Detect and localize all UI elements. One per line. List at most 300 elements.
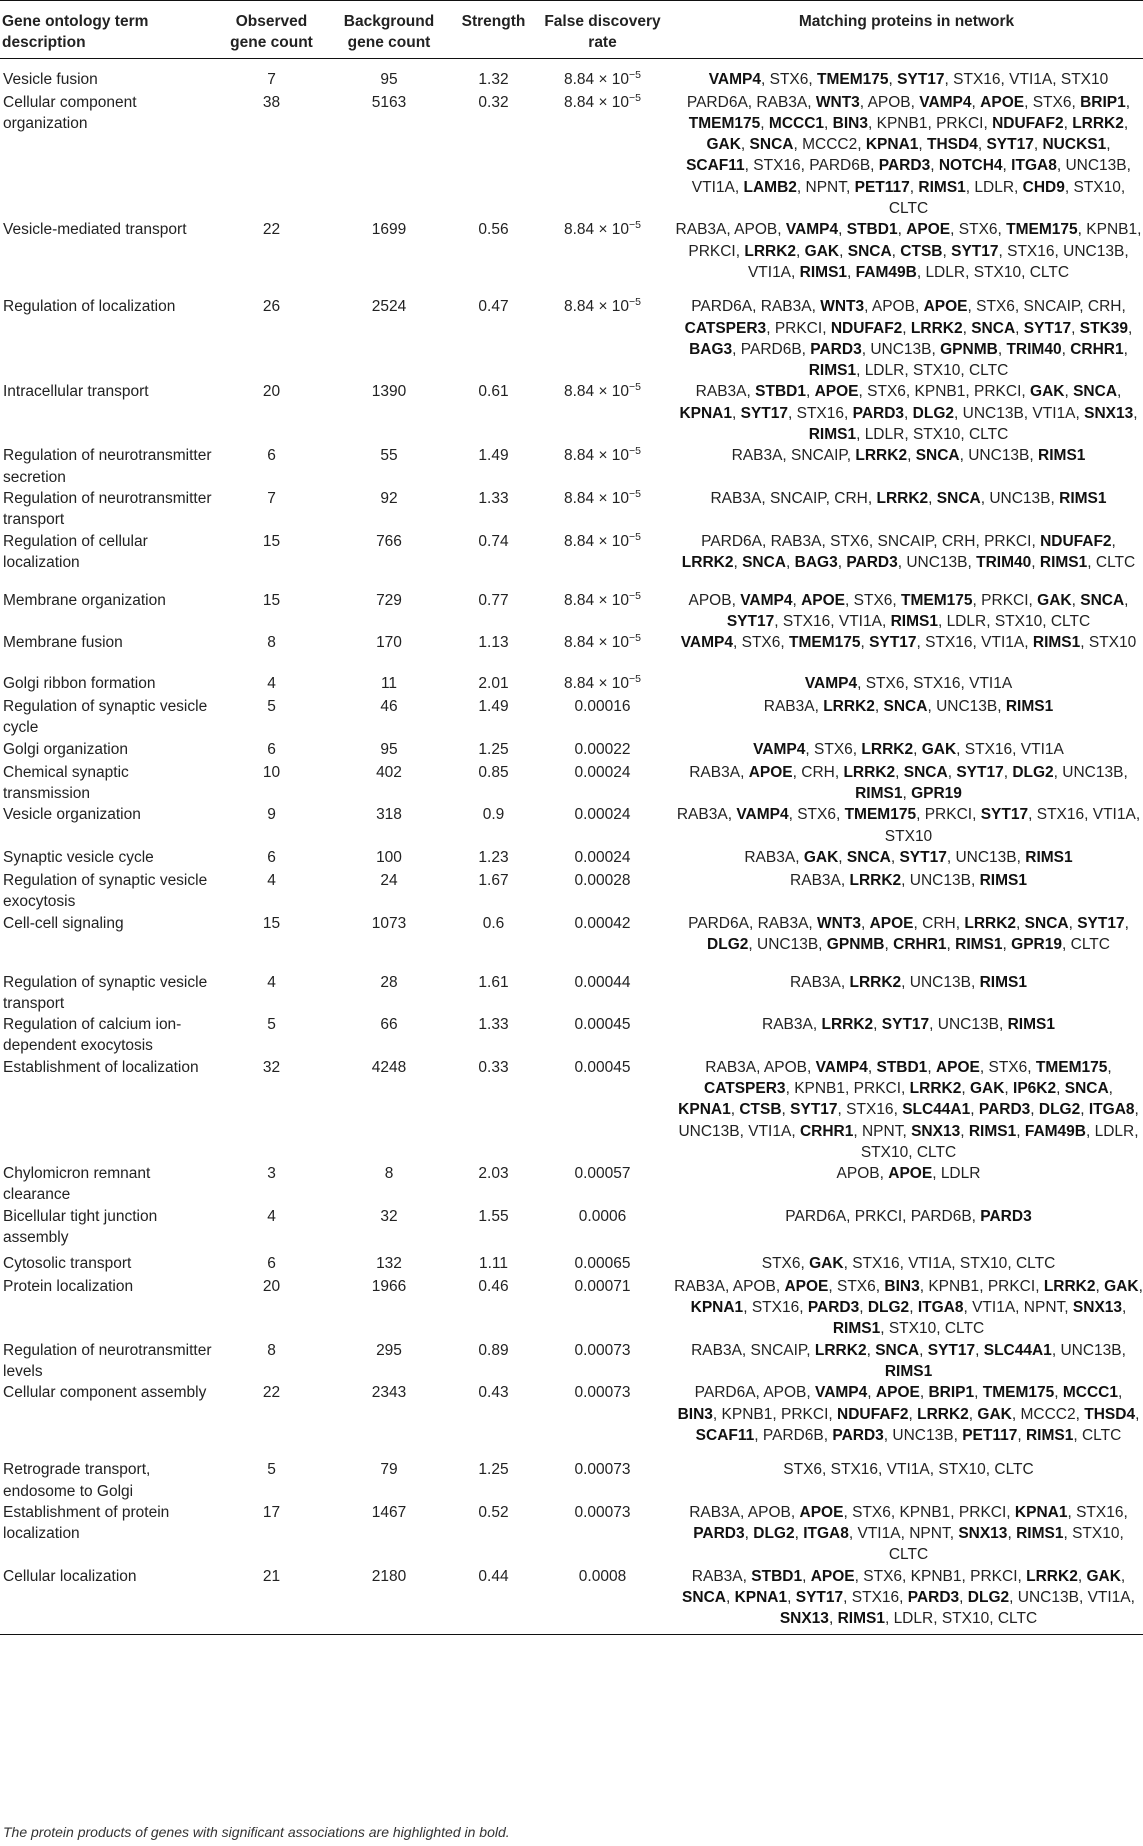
protein-name: CLTC xyxy=(968,426,1009,444)
protein-name-significant: RIMS1 xyxy=(1039,553,1088,571)
protein-name: LDLR xyxy=(864,362,905,380)
fdr-cell: 0.00071 xyxy=(574,1277,631,1295)
protein-name: CLTC xyxy=(994,1461,1034,1479)
protein-name-significant: APOE xyxy=(906,221,951,239)
protein-name-significant: DLG2 xyxy=(1012,763,1054,781)
fdr-exponent: −5 xyxy=(629,530,642,543)
protein-name-significant: TMEM175 xyxy=(789,634,861,652)
strength-cell: 1.13 xyxy=(478,634,509,652)
fdr-exponent: −5 xyxy=(629,673,642,686)
protein-name-significant: PARD3 xyxy=(907,1589,960,1607)
protein-name-significant: CATSPER3 xyxy=(704,1080,786,1097)
protein-name-significant: LRRK2 xyxy=(681,553,734,571)
protein-name: PRKCI xyxy=(936,114,984,132)
protein-name-significant: TRIM40 xyxy=(976,553,1032,571)
protein-name: PRKCI xyxy=(981,591,1029,609)
matching-proteins-cell: RAB3A, STBD1, APOE, STX6, KPNB1, PRKCI, LRRK2, GAK, SNCA, KPNA1, SYT17, STX16, PARD3, DLG2, UNC13B, VTI1A, SNX13, RIMS1, LDLR, STX10, CLTC xyxy=(670,1566,1143,1634)
protein-name: PARD6B xyxy=(910,1207,972,1225)
protein-name-significant: SNCA xyxy=(971,319,1016,337)
fdr-mantissa: 8.84 × 10 xyxy=(563,634,630,652)
protein-name-significant: VAMP4 xyxy=(680,634,733,652)
protein-name: CLTC xyxy=(1029,263,1070,281)
fdr-cell xyxy=(535,381,670,445)
protein-name: KPNB1 xyxy=(910,1567,962,1585)
protein-name: PRKCI xyxy=(958,1503,1007,1521)
protein-name-significant: SNCA xyxy=(1080,591,1125,609)
go-term-cell: Cell-cell signaling xyxy=(3,914,124,932)
protein-name: CLTC xyxy=(888,199,929,217)
header-fdr: False discovery rate xyxy=(535,1,670,59)
protein-name-significant: RIMS1 xyxy=(808,426,857,444)
protein-name: VTI1A xyxy=(908,1254,952,1272)
protein-name: UNC13B xyxy=(989,489,1051,507)
protein-name: VTI1A xyxy=(1087,1589,1131,1607)
go-term-cell: Retrograde transport, endosome to Golgi xyxy=(3,1461,151,1500)
background-count-cell: 2343 xyxy=(371,1384,407,1402)
protein-name-significant: GAK xyxy=(1104,1277,1139,1295)
protein-name-significant: NUCKS1 xyxy=(1042,136,1107,154)
strength-cell: 1.61 xyxy=(478,973,509,991)
protein-name-significant: SYT17 xyxy=(881,1016,930,1034)
protein-name: STX16 xyxy=(782,612,831,630)
protein-name: STX16 xyxy=(1076,1503,1124,1521)
fdr-cell: 0.0008 xyxy=(535,1566,670,1634)
go-term-cell: Establishment of protein localization xyxy=(3,1503,170,1543)
go-term-cell: Establishment of localization xyxy=(3,1058,199,1076)
fdr-exponent: −5 xyxy=(629,381,642,394)
observed-count-cell: 15 xyxy=(262,591,281,609)
observed-count-cell: 26 xyxy=(262,298,281,316)
background-count-cell: 2524 xyxy=(371,298,407,316)
protein-name-significant: VAMP4 xyxy=(753,740,806,758)
protein-name-significant: KPNA1 xyxy=(679,404,732,422)
protein-name-significant: THSD4 xyxy=(927,136,978,154)
protein-name-significant: STBD1 xyxy=(876,1058,928,1076)
fdr-cell xyxy=(535,219,670,296)
protein-name: RAB3A xyxy=(691,1567,743,1585)
protein-name: KPNB1 xyxy=(794,1080,846,1097)
protein-name-significant: VAMP4 xyxy=(804,675,858,693)
strength-cell: 1.25 xyxy=(478,1461,509,1479)
observed-count-cell: 20 xyxy=(262,383,281,401)
fdr-cell: 0.00045 xyxy=(574,1058,631,1076)
table-row xyxy=(0,1253,1143,1276)
protein-name-significant: SNCA xyxy=(883,698,928,716)
protein-name-significant: LRRK2 xyxy=(849,973,902,991)
strength-cell: 0.46 xyxy=(478,1277,509,1295)
protein-name: STX10 xyxy=(941,1610,990,1628)
protein-name-significant: SNCA xyxy=(847,242,892,260)
table-row xyxy=(0,59,1143,92)
strength-cell: 0.85 xyxy=(478,763,509,781)
background-count-cell: 1966 xyxy=(371,1277,407,1295)
background-count-cell: 24 xyxy=(380,871,398,889)
matching-proteins-cell: PARD6A, RAB3A, WNT3, APOB, VAMP4, APOE, STX6, BRIP1, TMEM175, MCCC1, BIN3, KPNB1, PRKCI, NDUFAF2, LRRK2, GAK, SNCA, MCCC2, KPNA1, THSD4, SYT17, NUCKS1, SCAF11, STX16, PARD6B, PARD3, NOTCH4, ITGA8, UNC13B, VTI1A, LAMB2, NPNT, PET117, RIMS1, LDLR, CHD9, STX10, CLTC xyxy=(686,93,1131,217)
protein-name-significant: VAMP4 xyxy=(815,1058,868,1076)
protein-name: CLTC xyxy=(944,1320,985,1338)
protein-name-significant: RIMS1 xyxy=(1032,634,1081,652)
protein-name: APOB xyxy=(763,1058,807,1076)
protein-name: RAB3A xyxy=(731,447,783,465)
protein-name: APOB xyxy=(867,93,911,111)
observed-count-cell: 15 xyxy=(262,914,281,932)
protein-name-significant: LRRK2 xyxy=(1072,114,1124,132)
strength-cell: 0.6 xyxy=(482,914,505,932)
fdr-cell xyxy=(535,531,670,590)
protein-name: SNCAIP xyxy=(791,447,847,465)
protein-name-significant: RIMS1 xyxy=(837,1610,885,1628)
protein-name: VTI1A xyxy=(972,1299,1016,1317)
protein-name-significant: RIMS1 xyxy=(1016,1525,1064,1543)
protein-name-significant: LRRK2 xyxy=(910,319,963,337)
protein-name-significant: TMEM175 xyxy=(817,71,889,88)
observed-count-cell: 5 xyxy=(267,1016,276,1034)
go-term-cell: Vesicle-mediated transport xyxy=(3,221,187,239)
protein-name-significant: LRRK2 xyxy=(876,489,929,507)
matching-proteins-cell: VAMP4, STX6, LRRK2, GAK, STX16, VTI1A xyxy=(753,740,1064,758)
matching-proteins-cell: RAB3A, APOB, APOE, STX6, KPNB1, PRKCI, KPNA1, STX16, PARD3, DLG2, ITGA8, VTI1A, NPNT, SNX13, RIMS1, STX10, CLTC xyxy=(689,1503,1128,1564)
strength-cell: 0.47 xyxy=(478,298,509,316)
protein-name-significant: TMEM175 xyxy=(844,806,917,824)
protein-name: RAB3A xyxy=(760,298,812,316)
strength-cell: 0.61 xyxy=(478,383,509,401)
table-row xyxy=(0,870,1143,913)
go-term-cell: Intracellular transport xyxy=(3,383,149,401)
protein-name-significant: GAK xyxy=(809,1254,844,1272)
fdr-mantissa: 8.84 × 10 xyxy=(563,489,630,507)
protein-name-significant: BIN3 xyxy=(884,1277,920,1295)
table-row xyxy=(0,1014,1143,1057)
protein-name: UNC13B xyxy=(909,973,971,991)
protein-name-significant: LRRK2 xyxy=(823,698,875,716)
protein-name: STX6 xyxy=(837,1277,876,1295)
protein-name: STX10 xyxy=(912,426,961,444)
protein-name-significant: GAK xyxy=(804,242,840,260)
protein-name: STX6 xyxy=(761,1254,801,1272)
protein-name-significant: RIMS1 xyxy=(1005,698,1054,716)
background-count-cell: 5163 xyxy=(371,93,407,111)
protein-name-significant: GAK xyxy=(921,740,957,758)
protein-name: STX6 xyxy=(863,1567,903,1585)
protein-name-significant: LRRK2 xyxy=(855,447,908,465)
protein-name-significant: SYT17 xyxy=(790,1101,838,1119)
protein-name: RAB3A xyxy=(710,489,762,507)
matching-proteins-cell: RAB3A, LRRK2, UNC13B, RIMS1 xyxy=(790,973,1027,991)
strength-cell: 2.01 xyxy=(478,675,509,693)
protein-name-significant: SNCA xyxy=(1064,1080,1109,1097)
protein-name-significant: RIMS1 xyxy=(955,935,1003,953)
protein-name-significant: VAMP4 xyxy=(708,71,761,88)
matching-proteins-cell: RAB3A, SNCAIP, LRRK2, SNCA, UNC13B, RIMS1 xyxy=(731,447,1086,465)
protein-name: VTI1A xyxy=(747,263,792,281)
matching-proteins-cell: PARD6A, APOB, VAMP4, APOE, BRIP1, TMEM175, MCCC1, BIN3, KPNB1, PRKCI, NDUFAF2, LRRK2, GAK, MCCC2, THSD4, SCAF11, PARD6B, PARD3, UNC13B, PET117, RIMS1, CLTC xyxy=(677,1384,1140,1444)
protein-name: NPNT xyxy=(909,1525,950,1543)
protein-name-significant: RIMS1 xyxy=(808,362,857,380)
protein-name: STX6 xyxy=(853,591,893,609)
table-row xyxy=(0,1459,1143,1502)
protein-name: RAB3A xyxy=(790,973,841,991)
protein-name: STX6 xyxy=(852,1503,891,1521)
matching-proteins-cell: PARD6A, PRKCI, PARD6B, PARD3 xyxy=(785,1207,1032,1225)
protein-name-significant: VAMP4 xyxy=(919,93,972,111)
protein-name-significant: VAMP4 xyxy=(815,1384,868,1402)
observed-count-cell: 32 xyxy=(262,1058,281,1076)
protein-name-significant: ITGA8 xyxy=(803,1525,849,1543)
protein-name: STX10 xyxy=(912,362,961,380)
protein-name: CLTC xyxy=(997,1610,1038,1628)
protein-name: UNC13B xyxy=(906,553,968,571)
protein-name: CLTC xyxy=(1095,553,1136,571)
protein-name: CLTC xyxy=(1081,1426,1122,1444)
matching-proteins-cell: RAB3A, LRRK2, SYT17, UNC13B, RIMS1 xyxy=(762,1016,1055,1034)
protein-name: STX16 xyxy=(1007,242,1055,260)
matching-proteins-cell: RAB3A, APOB, VAMP4, STBD1, APOE, STX6, TMEM175, CATSPER3, KPNB1, PRKCI, LRRK2, GAK, IP6K2, SNCA, KPNA1, CTSB, SYT17, STX16, SLC44A1, PARD3, DLG2, ITGA8, UNC13B, VTI1A, CRHR1, NPNT, SNX13, RIMS1, FAM49B, LDLR, STX10, CLTC xyxy=(678,1058,1139,1161)
background-count-cell: 170 xyxy=(376,634,402,652)
protein-name: CLTC xyxy=(968,362,1009,380)
protein-name-significant: APOE xyxy=(784,1277,829,1295)
protein-name: VTI1A xyxy=(1020,740,1064,758)
protein-name: VTI1A xyxy=(1092,806,1136,824)
matching-proteins-cell: VAMP4, STX6, TMEM175, SYT17, STX16, VTI1A, RIMS1, STX10 xyxy=(680,634,1137,652)
go-term-cell: Regulation of cellular localization xyxy=(3,532,148,571)
protein-name-significant: LRRK2 xyxy=(843,763,896,781)
background-count-cell: 100 xyxy=(376,848,402,866)
go-term-cell: Chylomicron remnant clearance xyxy=(3,1165,151,1204)
observed-count-cell: 8 xyxy=(267,634,276,652)
observed-count-cell: 38 xyxy=(262,93,281,111)
protein-name: CRH xyxy=(941,532,976,550)
table-row xyxy=(0,739,1143,762)
protein-name: VTI1A xyxy=(1009,71,1053,88)
matching-proteins-cell: APOB, APOE, LDLR xyxy=(836,1165,981,1183)
background-count-cell: 1467 xyxy=(371,1503,407,1521)
protein-name-significant: SNCA xyxy=(875,1341,920,1359)
protein-name: PRKCI xyxy=(781,1405,829,1423)
protein-name: SNCAIP xyxy=(1023,298,1080,316)
fdr-cell: 0.0006 xyxy=(578,1207,627,1225)
matching-proteins-cell: PARD6A, RAB3A, WNT3, APOB, APOE, STX6, SNCAIP, CRH, CATSPER3, PRKCI, NDUFAF2, LRRK2, SNCA, SYT17, STK39, BAG3, PARD6B, PARD3, UNC13B, GPNMB, TRIM40, CRHR1, RIMS1, LDLR, STX10, CLTC xyxy=(684,298,1133,380)
go-term-cell: Bicellular tight junction assembly xyxy=(3,1207,158,1247)
observed-count-cell: 4 xyxy=(267,871,276,889)
table-row xyxy=(0,488,1143,531)
protein-name: PARD6B xyxy=(762,1426,824,1444)
matching-proteins-cell: RAB3A, VAMP4, STX6, TMEM175, PRKCI, SYT17, STX16, VTI1A, STX10 xyxy=(676,806,1141,845)
go-term-cell: Synaptic vesicle cycle xyxy=(3,848,154,866)
protein-name-significant: SNCA xyxy=(1024,914,1069,932)
protein-name: PRKCI xyxy=(854,1207,903,1225)
protein-name-significant: SNCA xyxy=(903,763,948,781)
protein-name-significant: GAK xyxy=(1030,383,1065,401)
observed-count-cell: 22 xyxy=(262,221,281,239)
table-row xyxy=(0,847,1143,870)
fdr-cell: 0.00073 xyxy=(574,1384,631,1402)
protein-name: KPNB1 xyxy=(914,383,966,401)
protein-name: RAB3A xyxy=(763,698,815,716)
fdr-cell: 0.00022 xyxy=(574,740,631,758)
protein-name: UNC13B xyxy=(892,1426,954,1444)
protein-name: STX10 xyxy=(994,612,1043,630)
protein-name: STX6 xyxy=(769,71,809,88)
observed-count-cell: 4 xyxy=(267,1207,276,1225)
protein-name-significant: DLG2 xyxy=(707,935,749,953)
go-term-cell: Chemical synaptic transmission xyxy=(3,763,129,803)
protein-name-significant: RIMS1 xyxy=(918,178,966,196)
protein-name: LDLR xyxy=(893,1610,934,1628)
fdr-exponent: −5 xyxy=(629,219,642,232)
protein-name-significant: TMEM175 xyxy=(1035,1058,1108,1076)
protein-name: UNC13B xyxy=(955,848,1017,866)
fdr-cell: 0.00057 xyxy=(574,1165,631,1183)
protein-name-significant: LRRK2 xyxy=(909,1080,962,1097)
table-row xyxy=(0,632,1143,673)
fdr-cell: 0.00024 xyxy=(574,848,631,866)
protein-name-significant: ITGA8 xyxy=(1088,1101,1135,1119)
protein-name-significant: DLG2 xyxy=(967,1589,1010,1607)
fdr-cell: 0.00045 xyxy=(574,1016,631,1034)
protein-name: CLTC xyxy=(888,1546,929,1564)
protein-name: VTI1A xyxy=(1032,404,1076,422)
protein-name-significant: SYT17 xyxy=(795,1589,844,1607)
protein-name: PRKCI xyxy=(774,319,823,337)
protein-name: STX6 xyxy=(958,221,998,239)
background-count-cell: 46 xyxy=(380,698,398,716)
observed-count-cell: 8 xyxy=(267,1341,276,1359)
protein-name: STX16 xyxy=(846,1101,894,1119)
protein-name: KPNB1 xyxy=(876,114,928,132)
protein-name-significant: BAG3 xyxy=(794,553,838,571)
protein-name: VTI1A xyxy=(981,634,1025,652)
protein-name-significant: ITGA8 xyxy=(917,1299,964,1317)
protein-name: RAB3A xyxy=(675,221,727,239)
table-row xyxy=(0,590,1143,633)
background-count-cell: 132 xyxy=(376,1254,402,1272)
fdr-exponent: −5 xyxy=(629,445,642,458)
protein-name-significant: PARD3 xyxy=(878,157,931,175)
protein-name-significant: VAMP4 xyxy=(736,806,789,824)
protein-name: STX16 xyxy=(751,1299,800,1317)
observed-count-cell: 7 xyxy=(267,71,276,88)
protein-name: PRKCI xyxy=(853,1080,902,1097)
protein-name: VTI1A xyxy=(838,612,882,630)
protein-name-significant: FAM49B xyxy=(1024,1122,1086,1140)
protein-name: RAB3A xyxy=(757,914,809,932)
go-term-cell: Cellular component assembly xyxy=(3,1384,207,1402)
observed-count-cell: 4 xyxy=(267,675,276,693)
protein-name-significant: APOE xyxy=(980,93,1025,111)
protein-name-significant: RIMS1 xyxy=(1059,489,1107,507)
table-row xyxy=(0,696,1143,739)
protein-name: UNC13B xyxy=(870,340,932,358)
fdr-cell: 0.00073 xyxy=(574,1341,631,1359)
background-count-cell: 66 xyxy=(380,1016,398,1034)
protein-name-significant: NOTCH4 xyxy=(938,157,1003,175)
background-count-cell: 402 xyxy=(376,763,402,781)
header-background-count: Background gene count xyxy=(326,1,452,59)
protein-name-significant: PARD3 xyxy=(810,340,862,358)
strength-cell: 0.32 xyxy=(478,93,509,111)
protein-name-significant: DLG2 xyxy=(867,1299,910,1317)
protein-name-significant: SCAF11 xyxy=(686,157,745,175)
protein-name: RAB3A xyxy=(689,763,741,781)
protein-name-significant: RIMS1 xyxy=(855,785,903,803)
protein-name-significant: KPNA1 xyxy=(1014,1503,1068,1521)
protein-name-significant: SNCA xyxy=(915,447,960,465)
observed-count-cell: 20 xyxy=(262,1277,281,1295)
protein-name-significant: SYT17 xyxy=(869,634,917,652)
fdr-mantissa: 8.84 × 10 xyxy=(563,591,630,609)
protein-name: STX16 xyxy=(830,1461,879,1479)
table-row xyxy=(0,531,1143,590)
protein-name-significant: STBD1 xyxy=(846,221,898,239)
protein-name: STX10 xyxy=(938,1461,986,1479)
protein-name: RAB3A xyxy=(676,806,728,824)
protein-name-significant: TMEM175 xyxy=(1006,221,1078,239)
protein-name-significant: SYT17 xyxy=(1077,914,1125,932)
go-term-cell: Regulation of synaptic vesicle exocytosis xyxy=(3,871,208,911)
protein-name-significant: SLC44A1 xyxy=(983,1341,1052,1359)
protein-name: UNC13B xyxy=(1063,242,1125,260)
protein-name: CLTC xyxy=(1015,1254,1056,1272)
protein-name-significant: KPNA1 xyxy=(734,1589,788,1607)
strength-cell: 1.25 xyxy=(478,740,509,758)
fdr-cell: 0.00024 xyxy=(574,763,631,781)
protein-name-significant: RIMS1 xyxy=(890,612,938,630)
protein-name-significant: APOE xyxy=(799,1503,844,1521)
fdr-cell: 0.00073 xyxy=(574,1503,631,1521)
fdr-cell: 0.00028 xyxy=(574,871,631,889)
protein-name-significant: ITGA8 xyxy=(1011,157,1057,175)
table-row xyxy=(0,296,1143,381)
protein-name-significant: NDUFAF2 xyxy=(1040,532,1112,550)
protein-name-significant: SYT17 xyxy=(986,136,1034,154)
protein-name-significant: GAK xyxy=(977,1405,1012,1423)
protein-name: STX6 xyxy=(830,532,869,550)
fdr-cell xyxy=(535,445,670,488)
background-count-cell: 729 xyxy=(376,591,402,609)
header-matching-proteins: Matching proteins in network xyxy=(670,1,1143,59)
table-row xyxy=(0,1340,1143,1383)
protein-name-significant: APOE xyxy=(801,591,846,609)
protein-name: PRKCI xyxy=(688,242,736,260)
protein-name: STX16 xyxy=(852,1254,900,1272)
background-count-cell: 95 xyxy=(380,740,398,758)
protein-name-significant: APOE xyxy=(814,383,859,401)
fdr-cell xyxy=(535,590,670,633)
protein-name: APOB xyxy=(763,1384,807,1402)
matching-proteins-cell: RAB3A, APOB, APOE, STX6, BIN3, KPNB1, PRKCI, LRRK2, GAK, KPNA1, STX16, PARD3, DLG2, ITGA8, VTI1A, NPNT, SNX13, RIMS1, STX10, CLTC xyxy=(674,1277,1143,1338)
matching-proteins-cell: RAB3A, APOB, VAMP4, STBD1, APOE, STX6, TMEM175, KPNB1, PRKCI, LRRK2, GAK, SNCA, CTSB, SYT17, STX16, UNC13B, VTI1A, RIMS1, FAM49B, LDLR, STX10, CLTC xyxy=(675,221,1142,281)
protein-name-significant: CRHR1 xyxy=(1070,340,1124,358)
protein-name-significant: LAMB2 xyxy=(743,178,797,196)
protein-name: RAB3A xyxy=(691,1341,742,1359)
protein-name-significant: RIMS1 xyxy=(1007,1016,1055,1034)
protein-name-significant: CATSPER3 xyxy=(684,319,767,337)
protein-name-significant: RIMS1 xyxy=(884,1362,933,1380)
go-term-cell: Protein localization xyxy=(3,1277,134,1295)
protein-name: SNCAIP xyxy=(877,532,934,550)
fdr-cell xyxy=(535,632,670,673)
protein-name: PARD6B xyxy=(809,157,871,175)
background-count-cell: 295 xyxy=(376,1341,402,1359)
fdr-mantissa: 8.84 × 10 xyxy=(563,383,630,401)
protein-name: STX6 xyxy=(783,1461,823,1479)
matching-proteins-cell: RAB3A, APOE, CRH, LRRK2, SNCA, SYT17, DLG2, UNC13B, RIMS1, GPR19 xyxy=(689,763,1128,803)
fdr-cell: 0.00073 xyxy=(574,1461,631,1479)
protein-name-significant: TMEM175 xyxy=(982,1384,1055,1402)
protein-name-significant: PARD3 xyxy=(846,553,898,571)
protein-name: NPNT xyxy=(805,178,846,196)
strength-cell: 1.11 xyxy=(478,1254,509,1272)
